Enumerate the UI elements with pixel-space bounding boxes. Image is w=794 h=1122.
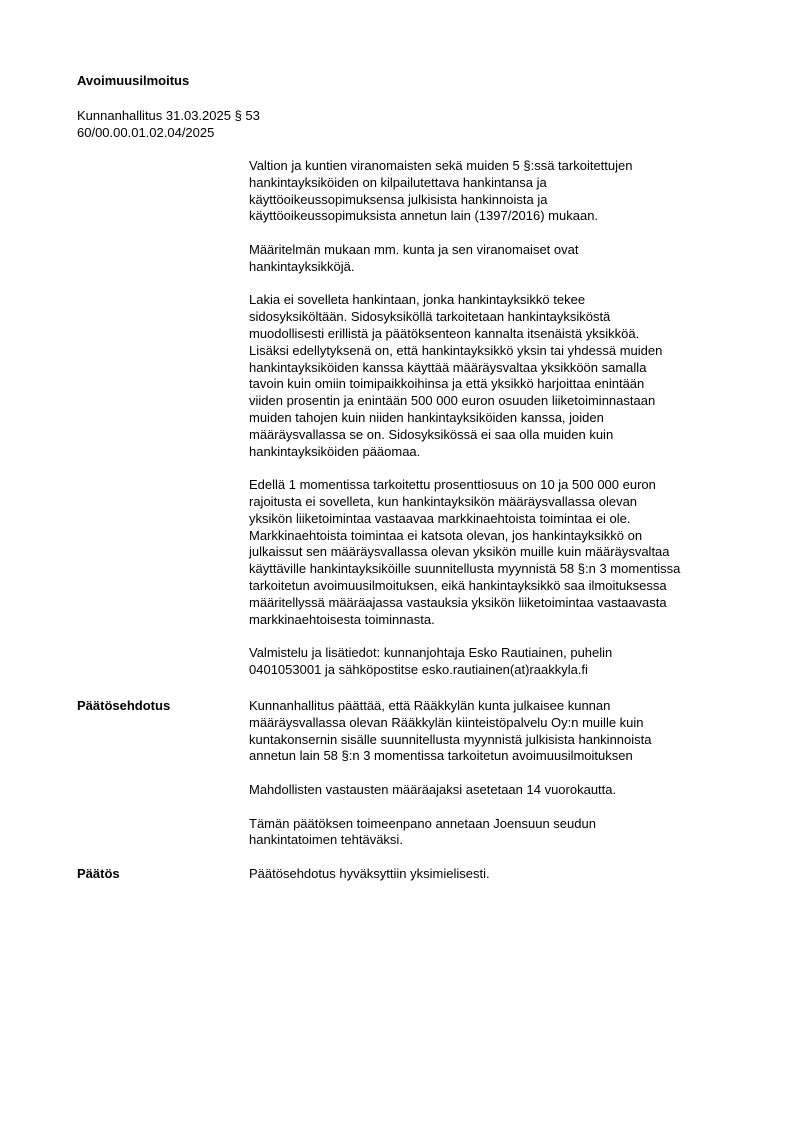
paragraph (249, 866, 749, 883)
text-line: Mahdollisten vastausten määräajaksi asetetaan 14 vuorokautta. (249, 781, 617, 797)
text-line: Päätösehdotus hyväksyttiin yksimielisesti. (249, 866, 490, 881)
paragraph (249, 782, 749, 799)
paragraph (249, 477, 749, 628)
meeting-reference: Kunnanhallitus 31.03.2025 § 53 (77, 108, 260, 123)
paragraph (249, 645, 749, 679)
text-line: muodollisesti erillistä ja päätöksenteon kannalta itsenäistä yksikköä. (249, 325, 640, 341)
decision-content (249, 866, 749, 900)
text-line: käyttöoikeussopimuksensa julkisista hankinnoista ja (249, 191, 548, 207)
text-line: määräysvallassa olevan Rääkkylän kiinteistöpalvelu Oy:n muille kuin (249, 714, 644, 730)
paragraph (249, 816, 749, 850)
text-line: Edellä 1 momentissa tarkoitettu prosenttiosuus on 10 ja 500 000 euron (249, 477, 656, 493)
text-line: yksikön liiketoimintaa vastaavaa markkinaehtoista toimintaa ei ole. (249, 510, 631, 526)
text-line: Määritelmän mukaan mm. kunta ja sen viranomaiset ovat (249, 241, 579, 257)
text-line: hankintayksiköiden kanssa käyttää määräysvaltaa yksikköön samalla (249, 359, 647, 375)
text-line: hankintayksiköiden on kilpailutettava hankintansa ja (249, 174, 547, 190)
text-line: Lakia ei sovelleta hankintaan, jonka hankintayksikkö tekee (249, 292, 586, 308)
text-line: 0401053001 ja sähköpostitse esko.rautiainen(at)raakkyla.fi (249, 661, 588, 677)
text-line: määritellyssä määräajassa vastauksia yksikön liiketoimintaa vastaavasta (249, 594, 667, 610)
record-id: 60/00.00.01.02.04/2025 (77, 124, 215, 140)
proposal-label: Päätösehdotus (77, 698, 171, 713)
text-line: kuntakonsernin sisälle suunnitellusta myynnistä julkisista hankinnoista (249, 731, 652, 747)
text-line: käyttäville hankintayksiköille suunnitellusta myynnistä 58 §:n 3 momentissa (249, 561, 681, 577)
paragraph (249, 158, 749, 225)
paragraph (249, 242, 749, 276)
text-line: Tämän päätöksen toimeenpano annetaan Joensuun seudun (249, 815, 596, 831)
text-line: Valmistelu ja lisätiedot: kunnanjohtaja Esko Rautiainen, puhelin (249, 645, 613, 661)
text-line: tarkoitetun avoimuusilmoituksen, eikä hankintayksikkö saa ilmoituksessa (249, 577, 667, 593)
meeting-meta (77, 108, 260, 141)
text-line: Kunnanhallitus päättää, että Rääkkylän kunta julkaisee kunnan (249, 698, 611, 713)
text-line: Markkinaehtoista toimintaa ei katsota olevan, jos hankintayksikkö on (249, 527, 643, 543)
text-line: hankintayksiköiden pääomaa. (249, 443, 421, 459)
proposal-content (249, 698, 749, 866)
text-line: hankintayksikköjä. (249, 258, 355, 274)
preparation-text (249, 158, 749, 696)
text-line: annetun lain 58 §:n 3 momentissa tarkoitetun avoimuusilmoituksen (249, 748, 633, 764)
text-line: markkinaehtoisesta toiminnasta. (249, 611, 435, 627)
text-line: hankintatoimen tehtäväksi. (249, 832, 403, 848)
text-line: muiden tahojen kuin niiden hankintayksiköiden kanssa, joiden (249, 409, 604, 425)
text-line: Lisäksi edellytyksenä on, että hankintayksikkö yksin tai yhdessä muiden (249, 342, 663, 358)
text-line: julkaissut sen määräysvallassa olevan yksikön muille kuin määräysvaltaa (249, 544, 670, 560)
text-line: tavoin kuin omiin toimipaikkoihinsa ja että yksikkö harjoittaa enintään (249, 376, 645, 392)
text-line: rajoitusta ei sovelleta, kun hankintayksikön määräysvallassa olevan (249, 493, 638, 509)
document-title: Avoimuusilmoitus (77, 73, 190, 88)
decision-label: Päätös (77, 866, 120, 881)
text-line: määräysvallassa se on. Sidosyksikössä ei saa olla muiden kuin (249, 426, 614, 442)
text-line: Valtion ja kuntien viranomaisten sekä muiden 5 §:ssä tarkoitettujen (249, 158, 633, 173)
text-line: käyttöoikeussopimuksista annetun lain (1397/2016) mukaan. (249, 208, 599, 224)
paragraph (249, 698, 749, 765)
paragraph (249, 292, 749, 460)
text-line: viiden prosentin ja enintään 500 000 euron osuuden liiketoiminnastaan (249, 393, 656, 409)
text-line: sidosyksiköltään. Sidosyksiköllä tarkoitetaan hankintayksiköstä (249, 309, 611, 325)
